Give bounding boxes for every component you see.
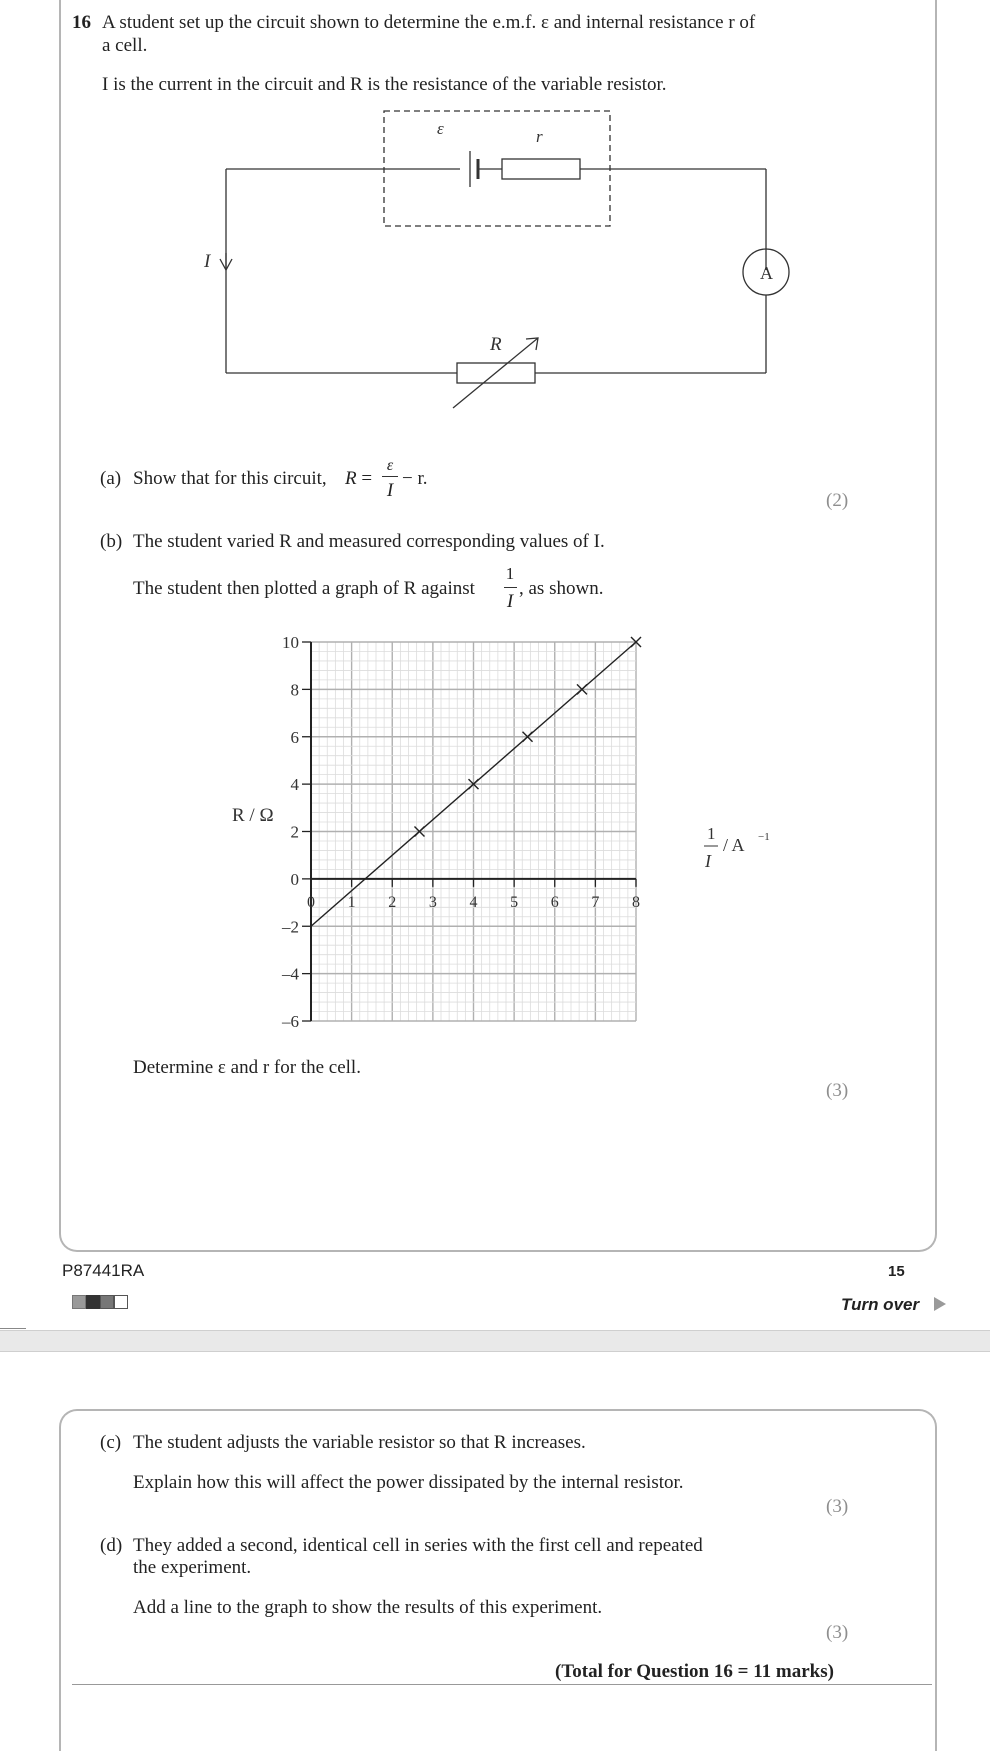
current-label: I — [204, 251, 211, 272]
part-a-marks: (2) — [826, 490, 849, 511]
y-tick-label: 6 — [290, 727, 299, 747]
variable-r-label: R — [490, 334, 502, 355]
part-b-question: Determine ε and r for the cell. — [133, 1057, 361, 1078]
barcode-boxes — [72, 1295, 128, 1314]
part-a-eq-tail: − r. — [402, 468, 428, 489]
part-d-marks: (3) — [826, 1622, 849, 1643]
y-tick-label: 0 — [290, 869, 299, 889]
x-axis-label-unit: / A — [723, 835, 745, 855]
y-axis-label: R / Ω — [232, 805, 274, 826]
x-tick-label: 7 — [591, 893, 600, 911]
y-tick-label: 4 — [290, 775, 299, 795]
x-tick-label: 5 — [510, 893, 519, 911]
part-b-frac-num: 1 — [505, 564, 515, 583]
part-c-text2: Explain how this will affect the power dissipated by the internal resistor. — [133, 1472, 684, 1493]
part-b-text: The student varied R and measured corresponding values of I. — [133, 531, 605, 552]
part-a-text: Show that for this circuit, — [133, 468, 327, 489]
page-number: 15 — [888, 1263, 905, 1280]
part-a-eq-num: ε — [386, 457, 394, 474]
page-separator — [0, 1330, 990, 1352]
part-b-marks: (3) — [826, 1080, 849, 1101]
x-tick-label: 8 — [632, 893, 640, 911]
x-axis-label-den: I — [705, 851, 711, 871]
part-c-text: The student adjusts the variable resistor so that R increases. — [133, 1432, 586, 1453]
part-a-fraction-bar — [382, 476, 398, 477]
part-d-label: (d) — [100, 1535, 123, 1556]
internal-r-label: r — [536, 127, 543, 146]
x-axis-label-exp: −1 — [758, 831, 770, 843]
y-tick-label: –2 — [282, 917, 299, 937]
part-a-eq-den: I — [386, 480, 394, 501]
part-d-text-line2: the experiment. — [133, 1557, 252, 1578]
question-number: 16 — [72, 12, 91, 33]
x-tick-label: 0 — [307, 893, 315, 911]
part-c-label: (c) — [100, 1432, 122, 1453]
x-tick-label: 6 — [550, 893, 559, 911]
y-tick-label: 10 — [282, 633, 299, 652]
question-intro-line2: a cell. — [102, 35, 148, 56]
part-b-text2-post: , as shown. — [519, 578, 604, 599]
part-d-text-line1: They added a second, identical cell in series with the first cell and repeated — [133, 1535, 703, 1556]
page-edge-left — [0, 1328, 26, 1329]
r-vs-inverse-i-graph — [220, 625, 780, 1045]
x-axis-label-num: 1 — [707, 824, 716, 843]
part-b-frac-den: I — [506, 591, 514, 612]
paper-code: P87441RA — [62, 1261, 145, 1280]
x-tick-label: 4 — [469, 893, 478, 911]
y-tick-label: –6 — [282, 1012, 299, 1031]
emf-label: ε — [437, 119, 444, 138]
y-tick-label: 2 — [290, 822, 299, 842]
question-intro-line1: A student set up the circuit shown to determine the e.m.f. ε and internal resistance r of — [102, 12, 756, 33]
y-tick-label: –4 — [282, 964, 299, 984]
internal-resistor — [502, 159, 580, 179]
part-b-label: (b) — [100, 531, 123, 552]
turn-over: Turn over — [841, 1295, 920, 1314]
question-intro-2: I is the current in the circuit and R is the resistance of the variable resistor. — [102, 74, 667, 95]
part-b-fraction-bar — [504, 587, 517, 588]
y-tick-label: 8 — [290, 680, 299, 700]
ammeter-label: A — [760, 263, 773, 283]
turn-over-arrow-icon — [934, 1297, 946, 1311]
total-underline — [72, 1684, 932, 1685]
part-d-text2: Add a line to the graph to show the results of this experiment. — [133, 1597, 603, 1618]
page-16-panel — [59, 1409, 937, 1751]
part-b-text2: The student then plotted a graph of R against — [133, 578, 475, 599]
total-marks: (Total for Question 16 = 11 marks) — [555, 1661, 834, 1682]
x-tick-label: 3 — [428, 893, 437, 911]
x-tick-label: 2 — [388, 893, 397, 911]
part-c-marks: (3) — [826, 1496, 849, 1517]
part-a-eq-lhs: R = — [345, 468, 373, 489]
circuit-diagram — [190, 105, 810, 415]
x-tick-label: 1 — [347, 893, 356, 911]
part-a-label: (a) — [100, 468, 122, 489]
